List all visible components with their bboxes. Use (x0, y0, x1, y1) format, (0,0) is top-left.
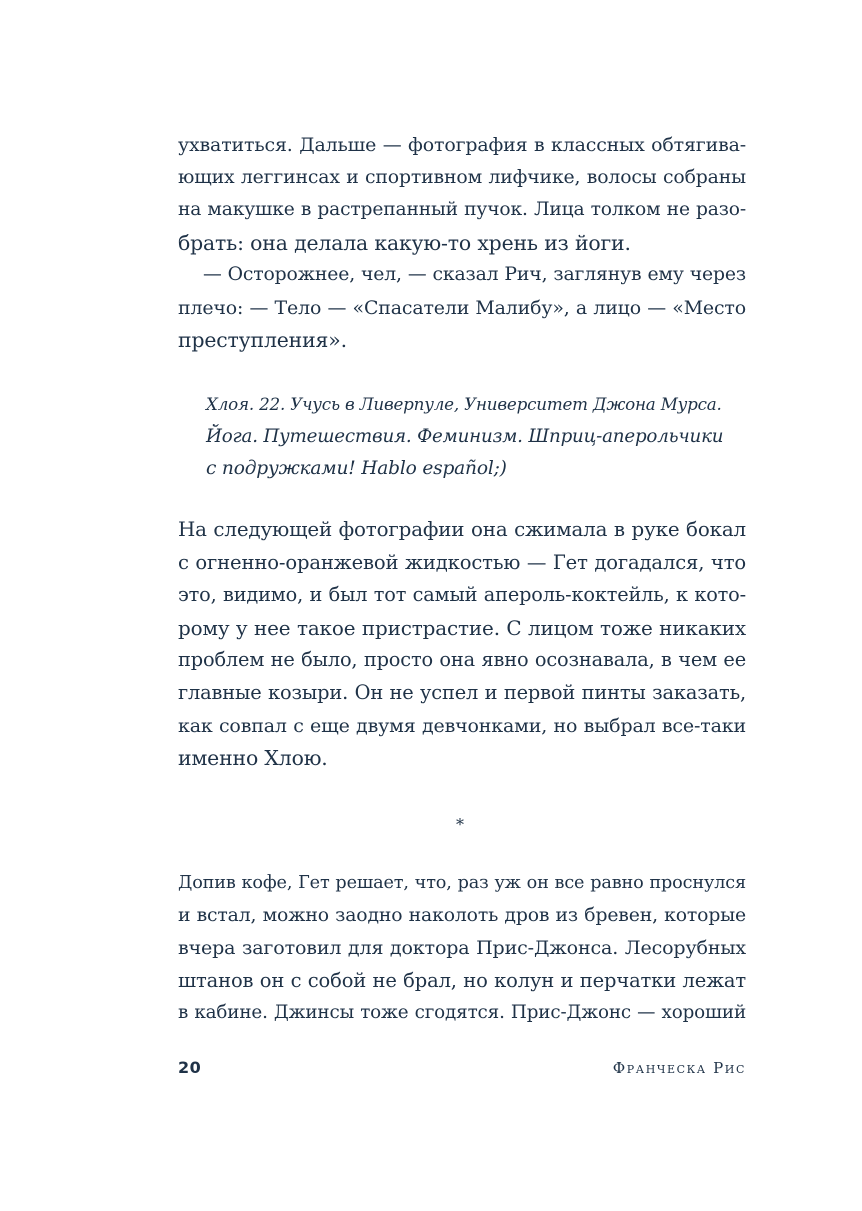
text-line: плечо: — Тело — «Спасатели Малибу», а лицо — «Место (178, 296, 746, 319)
text-line: как совпал с еще двумя девчонками, но выбрал все-таки (178, 714, 746, 737)
text-line: брать: она делала какую-то хрень из йоги. (178, 230, 631, 255)
text-line: вчера заготовил для доктора Прис-Джонса. Лесорубных (178, 937, 746, 960)
paragraph-1 (178, 129, 746, 259)
text-line: главные козыри. Он не успел и первой пинты заказать, (178, 680, 746, 704)
text-line: преступления». (178, 328, 347, 353)
page-number: 20 (178, 1058, 202, 1077)
text-line: ухватиться. Дальше — фотография в классных обтягива- (178, 134, 746, 156)
text-line: это, видимо, и был тот самый апероль-коктейль, к кото- (178, 583, 746, 607)
paragraph-4 (178, 867, 746, 1030)
quote-line: Хлоя. 22. Учусь в Ливерпуле, Университет Джона Мурса. (206, 394, 722, 414)
text-line: — Осторожнее, чел, — сказал Рич, заглянув ему через (203, 264, 746, 285)
paragraph-3 (178, 514, 746, 775)
text-line: На следующей фотографии она сжимала в руке бокал (178, 518, 746, 541)
text-line: проблем не было, просто она явно осознавала, в чем ее (178, 648, 746, 672)
quote-line: Йога. Путешествия. Феминизм. Шприц-аперольчики (206, 425, 724, 447)
running-footer-author: Франческа Рис (612, 1059, 746, 1077)
paragraph-2 (178, 259, 746, 357)
text-line: ющих леггинсах и спортивном лифчике, волосы собраны (178, 166, 746, 188)
section-separator: * (456, 815, 464, 834)
profile-quote (206, 388, 726, 486)
text-line: рому у нее такое пристрастие. С лицом тоже никаких (178, 615, 746, 640)
quote-line: с подружками! Hablo español;) (206, 458, 507, 480)
text-line: с огненно-оранжевой жидкостью — Гет догадался, что (178, 550, 746, 574)
text-line: на макушке в растрепанный пучок. Лица толком не разо- (178, 199, 746, 221)
text-line: именно Хлою. (178, 746, 328, 771)
text-line: и встал, можно заодно наколоть дров из бревен, которые (178, 904, 746, 926)
text-line: штанов он с собой не брал, но колун и перчатки лежат (178, 968, 746, 992)
text-line: в кабине. Джинсы тоже сгодятся. Прис-Джонс — хороший (178, 1002, 746, 1024)
text-line: Допив кофе, Гет решает, что, раз уж он все равно проснулся (178, 873, 746, 893)
